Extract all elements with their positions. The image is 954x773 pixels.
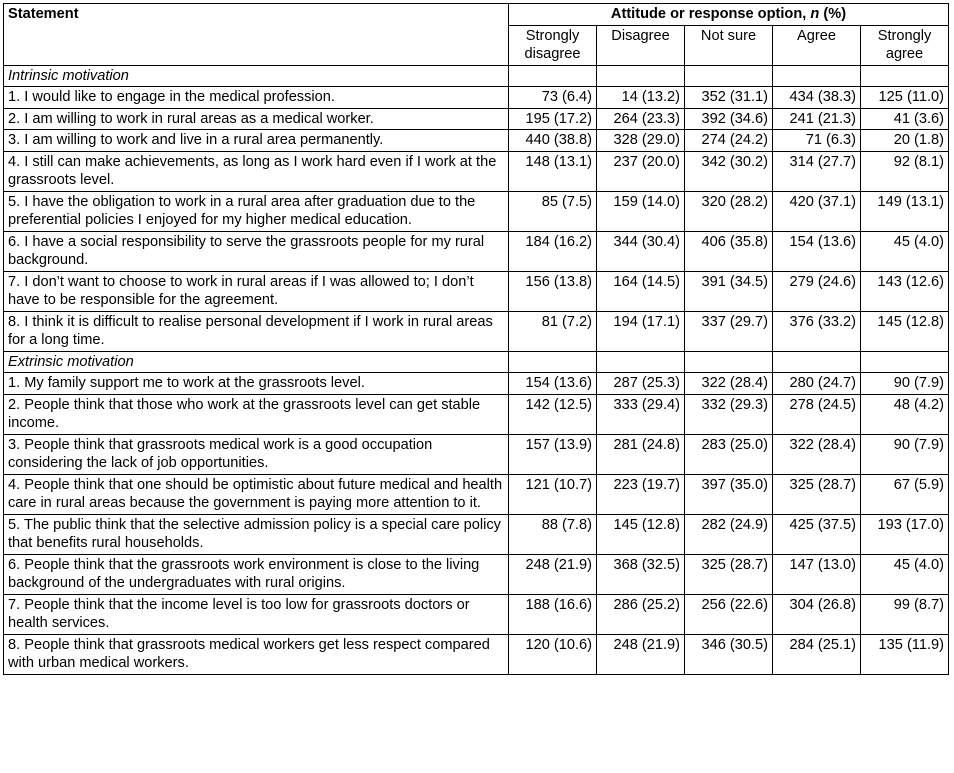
value-cell: 45 (4.0) [861,554,949,594]
value-cell: 346 (30.5) [685,634,773,674]
value-cell: 147 (13.0) [773,554,861,594]
value-cell: 282 (24.9) [685,514,773,554]
value-cell: 322 (28.4) [685,373,773,395]
section-row [4,65,949,87]
value-cell: 135 (11.9) [861,634,949,674]
value-cell: 337 (29.7) [685,311,773,351]
value-cell: 188 (16.6) [509,594,597,634]
table-row [4,231,949,271]
value-cell: 67 (5.9) [861,474,949,514]
value-cell: 120 (10.6) [509,634,597,674]
table-row [4,373,949,395]
section-empty-cell [773,65,861,87]
response-group-header [509,4,949,26]
table-row [4,151,949,191]
value-cell: 154 (13.6) [773,231,861,271]
value-cell: 156 (13.8) [509,271,597,311]
value-cell: 314 (27.7) [773,151,861,191]
value-cell: 157 (13.9) [509,434,597,474]
value-cell: 391 (34.5) [685,271,773,311]
section-empty-cell [597,65,685,87]
table-row [4,634,949,674]
header-row-1 [4,4,949,26]
value-cell: 184 (16.2) [509,231,597,271]
value-cell: 320 (28.2) [685,191,773,231]
statement-cell: 7. I don’t want to choose to work in rural areas if I was allowed to; I don’t have to be responsible for the agreement. [4,271,509,311]
table-row [4,191,949,231]
statement-cell: 7. People think that the income level is too low for grassroots doctors or health services. [4,594,509,634]
section-empty-cell [773,351,861,373]
value-cell: 322 (28.4) [773,434,861,474]
value-cell: 278 (24.5) [773,394,861,434]
table-row [4,271,949,311]
value-cell: 121 (10.7) [509,474,597,514]
value-cell: 195 (17.2) [509,108,597,130]
value-cell: 143 (12.6) [861,271,949,311]
section-empty-cell [685,65,773,87]
value-cell: 248 (21.9) [509,554,597,594]
value-cell: 286 (25.2) [597,594,685,634]
value-cell: 45 (4.0) [861,231,949,271]
value-cell: 88 (7.8) [509,514,597,554]
option-header-disagree: Disagree [597,25,685,65]
value-cell: 145 (12.8) [597,514,685,554]
value-cell: 14 (13.2) [597,87,685,109]
value-cell: 142 (12.5) [509,394,597,434]
statement-cell: 5. I have the obligation to work in a rural area after graduation due to the preferential policies I enjoyed for my higher medical education. [4,191,509,231]
motivation-table [3,3,949,675]
option-header-not-sure: Not sure [685,25,773,65]
table-row [4,554,949,594]
section-empty-cell [509,65,597,87]
table-row [4,594,949,634]
value-cell: 90 (7.9) [861,373,949,395]
section-title: Extrinsic motivation [4,351,509,373]
value-cell: 149 (13.1) [861,191,949,231]
option-header-strongly-disagree: Strongly disagree [509,25,597,65]
statement-cell: 8. I think it is difficult to realise personal development if I work in rural areas for a long time. [4,311,509,351]
value-cell: 284 (25.1) [773,634,861,674]
statement-cell: 4. I still can make achievements, as long as I work hard even if I work at the grassroots level. [4,151,509,191]
value-cell: 328 (29.0) [597,130,685,152]
statement-cell: 3. People think that grassroots medical work is a good occupation considering the lack of job opportunities. [4,434,509,474]
value-cell: 85 (7.5) [509,191,597,231]
table-row [4,87,949,109]
value-cell: 148 (13.1) [509,151,597,191]
value-cell: 73 (6.4) [509,87,597,109]
value-cell: 48 (4.2) [861,394,949,434]
table-row [4,311,949,351]
value-cell: 420 (37.1) [773,191,861,231]
section-row [4,351,949,373]
section-empty-cell [685,351,773,373]
table-row [4,130,949,152]
value-cell: 342 (30.2) [685,151,773,191]
value-cell: 164 (14.5) [597,271,685,311]
table-row [4,108,949,130]
value-cell: 237 (20.0) [597,151,685,191]
section-empty-cell [509,351,597,373]
value-cell: 274 (24.2) [685,130,773,152]
value-cell: 344 (30.4) [597,231,685,271]
value-cell: 154 (13.6) [509,373,597,395]
value-cell: 264 (23.3) [597,108,685,130]
value-cell: 376 (33.2) [773,311,861,351]
value-cell: 332 (29.3) [685,394,773,434]
value-cell: 90 (7.9) [861,434,949,474]
value-cell: 333 (29.4) [597,394,685,434]
statement-cell: 2. I am willing to work in rural areas as a medical worker. [4,108,509,130]
value-cell: 194 (17.1) [597,311,685,351]
value-cell: 159 (14.0) [597,191,685,231]
section-empty-cell [597,351,685,373]
statement-cell: 1. I would like to engage in the medical profession. [4,87,509,109]
table-row [4,434,949,474]
value-cell: 99 (8.7) [861,594,949,634]
value-cell: 223 (19.7) [597,474,685,514]
value-cell: 352 (31.1) [685,87,773,109]
value-cell: 248 (21.9) [597,634,685,674]
table-row [4,474,949,514]
response-group-suffix: (%) [819,6,847,22]
value-cell: 71 (6.3) [773,130,861,152]
value-cell: 368 (32.5) [597,554,685,594]
value-cell: 92 (8.1) [861,151,949,191]
table-row [4,394,949,434]
response-group-n: n [810,6,820,22]
statement-cell: 6. People think that the grassroots work environment is close to the living background of the undergraduates with rural origins. [4,554,509,594]
statement-cell: 4. People think that one should be optimistic about future medical and health care in rural areas because the government is paying more attention to it. [4,474,509,514]
statement-cell: 3. I am willing to work and live in a rural area permanently. [4,130,509,152]
value-cell: 440 (38.8) [509,130,597,152]
table-row [4,514,949,554]
value-cell: 304 (26.8) [773,594,861,634]
value-cell: 81 (7.2) [509,311,597,351]
section-empty-cell [861,65,949,87]
value-cell: 241 (21.3) [773,108,861,130]
value-cell: 145 (12.8) [861,311,949,351]
value-cell: 193 (17.0) [861,514,949,554]
value-cell: 41 (3.6) [861,108,949,130]
value-cell: 392 (34.6) [685,108,773,130]
value-cell: 281 (24.8) [597,434,685,474]
value-cell: 325 (28.7) [685,554,773,594]
value-cell: 397 (35.0) [685,474,773,514]
statement-cell: 5. The public think that the selective admission policy is a special care policy that benefits rural households. [4,514,509,554]
section-title: Intrinsic motivation [4,65,509,87]
statement-cell: 2. People think that those who work at the grassroots level can get stable income. [4,394,509,434]
option-header-strongly-agree: Strongly agree [861,25,949,65]
value-cell: 256 (22.6) [685,594,773,634]
value-cell: 287 (25.3) [597,373,685,395]
value-cell: 425 (37.5) [773,514,861,554]
value-cell: 434 (38.3) [773,87,861,109]
value-cell: 20 (1.8) [861,130,949,152]
value-cell: 279 (24.6) [773,271,861,311]
response-group-prefix: Attitude or response option, [610,6,811,22]
option-header-agree: Agree [773,25,861,65]
section-empty-cell [861,351,949,373]
value-cell: 125 (11.0) [861,87,949,109]
value-cell: 325 (28.7) [773,474,861,514]
statement-cell: 1. My family support me to work at the grassroots level. [4,373,509,395]
statement-cell: 6. I have a social responsibility to serve the grassroots people for my rural background. [4,231,509,271]
value-cell: 406 (35.8) [685,231,773,271]
statement-cell: 8. People think that grassroots medical workers get less respect compared with urban medical workers. [4,634,509,674]
value-cell: 280 (24.7) [773,373,861,395]
value-cell: 283 (25.0) [685,434,773,474]
statement-header: Statement [4,4,509,66]
